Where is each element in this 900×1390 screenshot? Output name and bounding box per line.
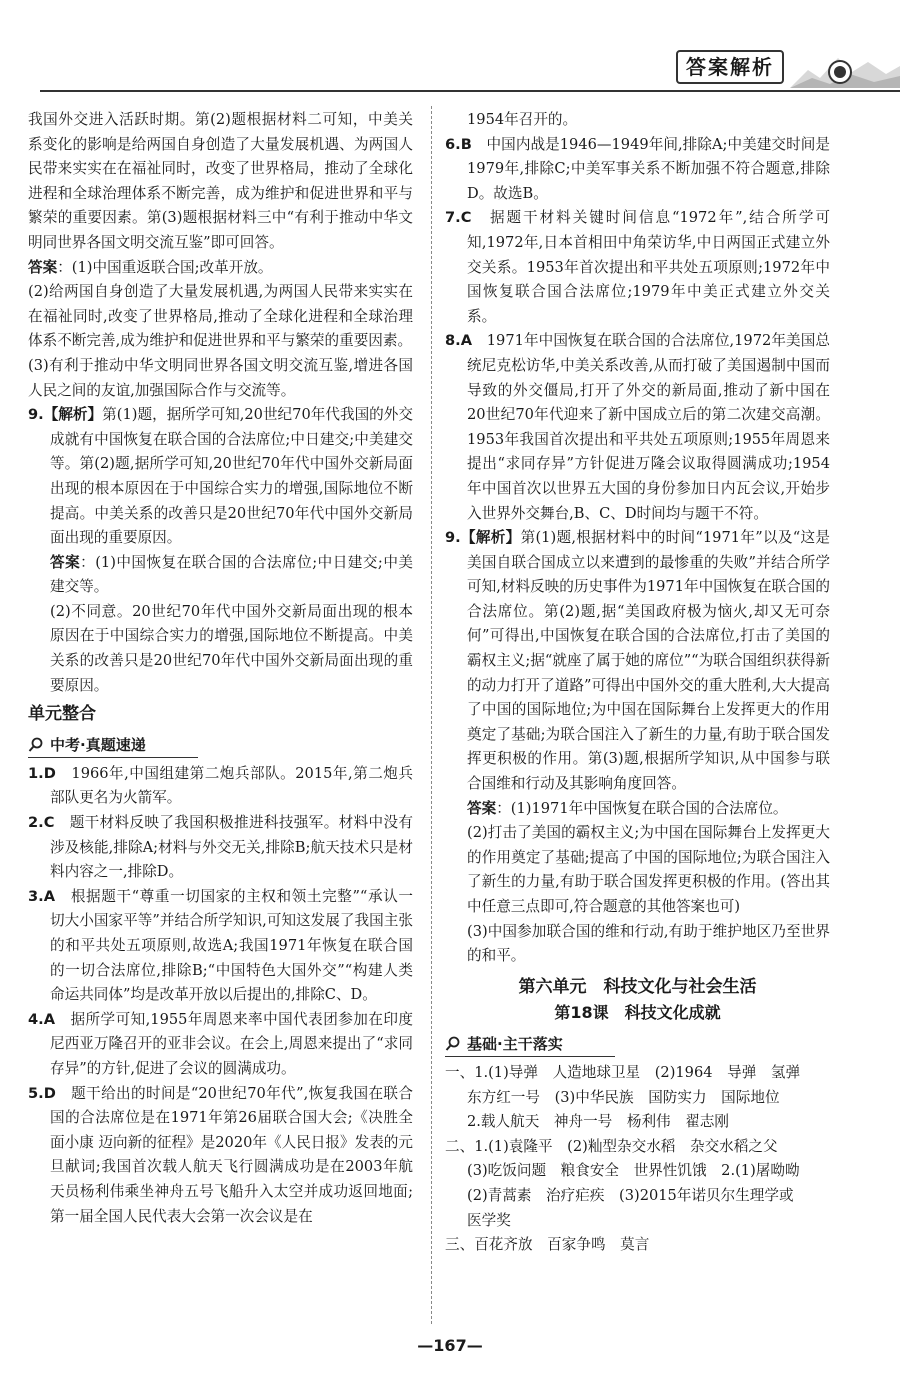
subhead-basics: [445, 1032, 615, 1057]
item-text: 1966年,中国组建第二炮兵部队。2015年,第二炮兵部队更名为火箭军。: [50, 764, 413, 807]
answer-3: (3)有利于推动中华文明同世界各国文明交流互鉴,增进各国人民之间的友谊,加强国际合作与交流等。: [28, 356, 413, 399]
left-column: [28, 108, 413, 1229]
list-item: [28, 811, 413, 885]
answer-1-text: ：(1)中国重返联合国;改革开放。: [57, 258, 273, 276]
fill-line: 二、1.(1)袁隆平 (2)籼型杂交水稻 杂交水稻之父: [445, 1137, 778, 1155]
item-number: 5.D: [28, 1084, 56, 1102]
answer-line: [28, 256, 413, 281]
fill-line: 东方红一号 (3)中华民族 国防实力 国际地位: [467, 1088, 780, 1106]
question-9-analysis: [445, 526, 830, 797]
question-9-answer-3: (3)中国参加联合国的维和行动,有助于维护地区乃至世界的和平。: [467, 922, 830, 965]
question-9-analysis: [28, 403, 413, 551]
fill-line: (2)青蒿素 治疗疟疾 (3)2015年诺贝尔生理学或: [467, 1186, 794, 1204]
fill-line: 医学奖: [467, 1211, 511, 1229]
item-text: 根据题干“尊重一切国家的主权和领土完整”“承认一切大小国家平等”并结合所学知识,可知这发展了我国主张的和平共处五项原则,故选A;我国1971年恢复在联合国的一切合法席位,排除B;“中国特色大国外交”“构建人类命运共同体”均是改革开放以后提出的,排除C、D。: [50, 887, 413, 1004]
item-number: 6.B: [445, 135, 472, 153]
answer-analysis-badge: 答案解析: [676, 50, 784, 84]
fill-line: 三、百花齐放 百家争鸣 莫言: [445, 1236, 650, 1254]
list-item: [28, 885, 413, 1008]
page-number: —167—: [417, 1336, 483, 1355]
list-item: [28, 1082, 413, 1230]
column-divider: [431, 106, 432, 1324]
answer-text: ：(1)中国恢复在联合国的合法席位;中日建交;中美建交等。: [50, 553, 413, 596]
analysis-continued: 我国外交进入活跃时期。第(2)题根据材料二可知，中美关系变化的影响是给两国自身创造了大量发展机遇、为两国人民带来实实在在福祉同时，改变了世界格局，推动了全球化进程和全球治理体系不断完善，成为维护和促进世界和平与繁荣的重要因素。第(3)题根据材料三中“有利于推动中华文明同世界各国文明交流互鉴”即可回答。: [28, 111, 413, 251]
fill-line: (3)吃饭问题 粮食安全 世界性饥饿 2.(1)屠呦呦: [467, 1162, 800, 1180]
question-9-text: 第(1)题，据所学可知,20世纪70年代我国的外交成就有中国恢复在联合国的合法席位;中日建交;中美建交等。第(2)题,据所学可知,20世纪70年代中国外交新局面出现的根本原因在于中国综合实力的增强,国际地位不断提高。中美关系的改善只是20世纪70年代中国外交新局面出现的重要原因。: [50, 406, 413, 547]
answer-prefix: 答案: [467, 799, 497, 817]
answer-prefix: 答案: [50, 553, 81, 571]
continued-text: 1954年召开的。: [467, 111, 578, 128]
question-9-answer-1: [28, 551, 413, 600]
section-title: 单元整合: [28, 704, 96, 725]
right-column: [445, 108, 830, 1258]
fill-line: 2.载人航天 神舟一号 杨利伟 翟志刚: [467, 1113, 730, 1131]
question-9-text: 第(1)题,根据材料中的时间“1971年”以及“这是美国自联合国成立以来遭到的最惨重的失败”并结合所学可知,材料反映的历史事件为1971年中国恢复在联合国的合法席位。第(2)题,据“美国政府极为恼火,却又无可奈何”可得出,中国恢复在联合国的合法席位,打击了美国的霸权主义;据“就座了属于她的席位”“为联合国组织获得新的动力打开了道路”可得出中国外交的重大胜利,大大提高了中国的国际地位;为中国在国际舞台上发挥更大的作用奠定了基础;为联合国注入了新生的力量,有助于联合国发挥更积极的作用。第(3)题,根据所学知识,从中国参与联合国维和行动及其影响角度回答。: [467, 529, 830, 793]
subhead-exam: [28, 733, 198, 758]
header-rule: [40, 90, 900, 92]
lesson-title: 第18课 科技文化成就: [554, 1003, 721, 1023]
question-9-label: 9.【解析】: [445, 529, 521, 547]
item-text: 1971年中国恢复在联合国的合法席位,1972年美国总统尼克松访华,中美关系改善,从而打破了美国遏制中国而导致的外交僵局,打开了外交的新局面,推动了新中国在20世纪70年代迎来了新中国成立后的第二次建交高潮。1953年我国首次提出和平共处五项原则;1955年周恩来提出“求同存异”方针促进万隆会议取得圆满成功;1954年中国首次以世界五大国的身份参加日内瓦会议,开始步入世界外交舞台,B、C、D时间均与题干不符。: [467, 332, 830, 522]
list-item: [445, 133, 830, 207]
list-item: [28, 1008, 413, 1082]
mountain-landscape-icon: [790, 40, 900, 90]
item-number: 4.A: [28, 1010, 55, 1028]
item-number: 3.A: [28, 887, 55, 905]
item-number: 7.C: [445, 209, 472, 227]
item-text: 据所学可知,1955年周恩来率中国代表团参加在印度尼西亚万隆召开的亚非会议。在会上,周恩来提出了“求同存异”的方针,促进了会议的圆满成功。: [50, 1010, 413, 1077]
fill-line: 一、1.(1)导弹 人造地球卫星 (2)1964 导弹 氢弹: [445, 1063, 801, 1081]
item-number: 8.A: [445, 332, 472, 350]
list-item: [28, 762, 413, 811]
item-text: 题干给出的时间是“20世纪70年代”,恢复我国在联合国的合法席位是在1971年第26届联合国大会;《决胜全面小康 迈向新的征程》是2020年《人民日报》发表的元旦献词;我国首次载人航天飞行圆满成功是在2003年航天员杨利伟乘坐神舟五号飞船升入太空并成功返回地面;第一届全国人民代表大会第一次会议是在: [50, 1084, 413, 1225]
page-header: [0, 40, 900, 100]
question-9-answer-2: (2)打击了美国的霸权主义;为中国在国际舞台上发挥更大的作用奠定了基础;提高了中国的国际地位;为联合国注入了新生的力量,有助于联合国发挥更积极的作用。(答出其中任意三点即可,符合题意的其他答案也可): [467, 824, 830, 915]
list-item: [445, 206, 830, 329]
item-number: 1.D: [28, 764, 56, 782]
question-9-answer-1: [445, 797, 830, 822]
item-text: 据题干材料关键时间信息“1972年”,结合所学可知,1972年,日本首相田中角荣访华,中日两国正式建立外交关系。1953年首次提出和平共处五项原则;1972年中国恢复联合国合法席位;1979年中美正式建立外交关系。: [467, 209, 830, 325]
magnifier-icon: [445, 1036, 461, 1052]
item-text: 题干材料反映了我国积极推进科技强军。材料中没有涉及核能,排除A;材料与外交无关,排除B;航天技术只是材料内容之一,排除D。: [50, 814, 413, 881]
subhead-label: 基础·主干落实: [467, 1034, 563, 1053]
unit-title: 第六单元 科技文化与社会生活: [518, 976, 757, 997]
item-number: 2.C: [28, 814, 55, 832]
answer-prefix: 答案: [28, 258, 58, 276]
item-text: 中国内战是1946—1949年间,排除A;中美建交时间是1979年,排除C;中美军事关系不断加强不符合题意,排除D。故选B。: [467, 135, 830, 202]
magnifier-icon: [28, 737, 44, 753]
question-9-label: 9.【解析】: [28, 406, 103, 424]
subhead-label: 中考·真题速递: [50, 735, 146, 754]
list-item: [445, 329, 830, 526]
answer-2: (2)给两国自身创造了大量发展机遇,为两国人民带来实实在在福祉同时,改变了世界格局,推动了全球化进程和全球治理体系不断完善,成为维护和促进世界和平与繁荣的重要因素。: [28, 283, 413, 350]
answer-text: ：(1)1971年中国恢复在联合国的合法席位。: [496, 799, 788, 817]
question-9-answer-2: (2)不同意。20世纪70年代中国外交新局面出现的根本原因在于中国综合实力的增强,国际地位不断提高。中美关系的改善只是20世纪70年代中国外交新局面出现的重要原因。: [50, 602, 413, 694]
